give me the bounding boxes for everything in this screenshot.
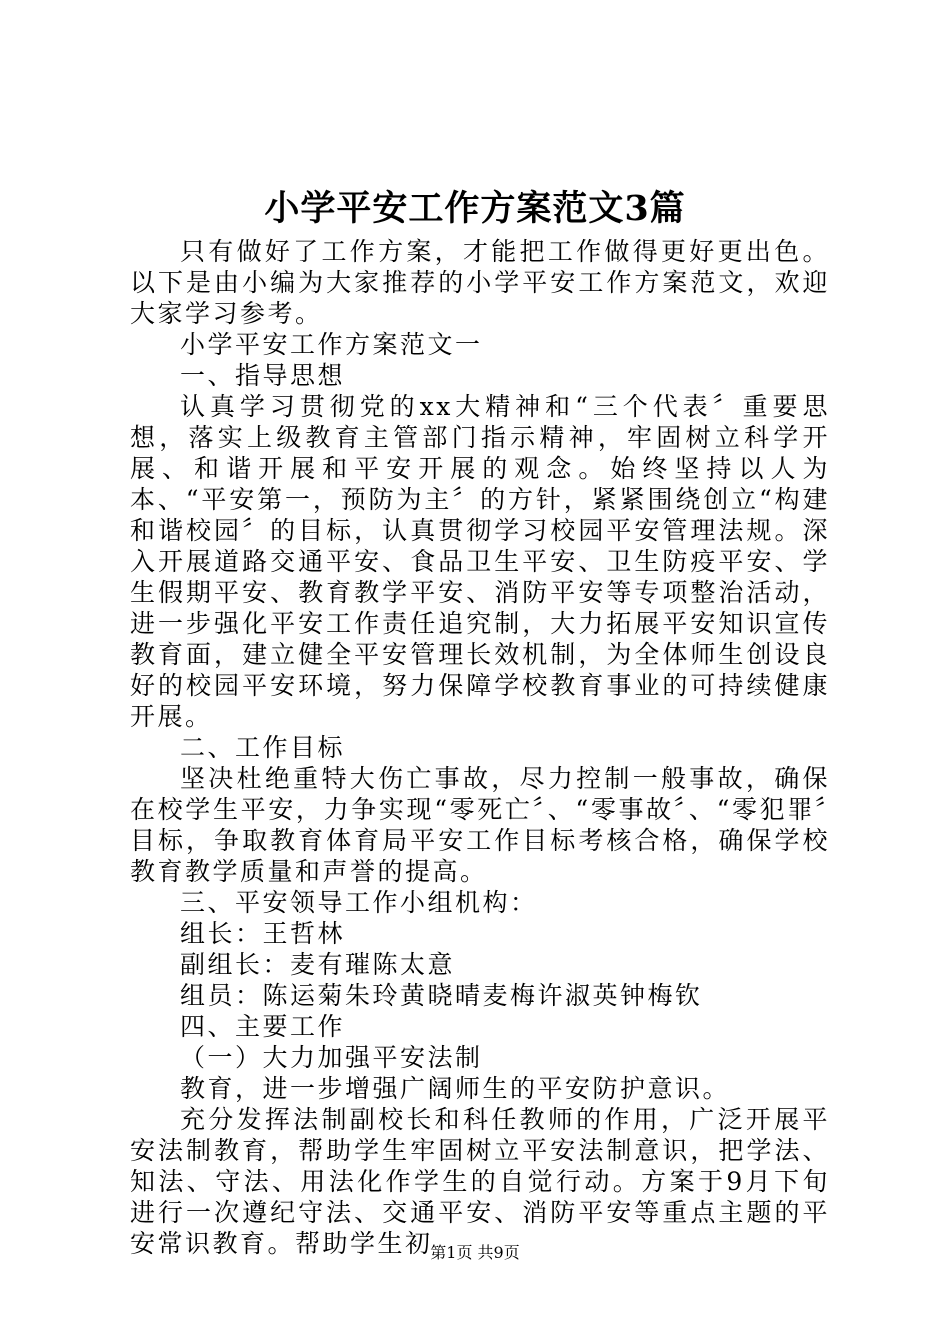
paragraph-legal-education-cont: 教育，进一步增强广阔师生的平安防护意识。 [180,1074,731,1103]
paragraph-subheading-legal-education: （一）大力加强平安法制 [180,1043,483,1072]
paragraph-intro: 只有做好了工作方案，才能把工作做得更好更出色。以下是由小编为大家推荐的小学平安工作方案范文，欢迎大家学习参考。 [130,237,830,328]
document-body [130,236,830,1259]
paragraph-heading-guiding-ideology: 一、指导思想 [180,361,346,390]
page-footer: 第1页 共9页 [430,1243,520,1262]
paragraph-group-leader: 组长：王哲林 [180,919,346,948]
paragraph-deputy-leader: 副组长：麦有璀陈太意 [180,950,456,979]
paragraph-heading-leadership-group: 三、平安领导工作小组机构： [180,888,538,917]
paragraph-section-heading: 小学平安工作方案范文一 [180,330,483,359]
paragraph-heading-work-goals: 二、工作目标 [180,733,346,762]
paragraph-guiding-ideology: 认真学习贯彻党的xx大精神和“三个代表〞重要思想，落实上级教育主管部门指示精神，牢固树立科学开展、和谐开展和平安开展的观念。始终坚持以人为本、“平安第一，预防为主〞的方针，紧紧围绕创立“构建和谐校园〞的目标，认真贯彻学习校园平安管理法规。深入开展道路交通平安、食品卫生平安、卫生防疫平安、学生假期平安、教育教学平安、消防平安等专项整治活动，进一步强化平安工作责任追究制，大力拓展平安知识宣传教育面，建立健全平安管理长效机制，为全体师生创设良好的校园平安环境，努力保障学校教育事业的可持续健康开展。 [130,392,830,731]
document-title: 小学平安工作方案范文3篇 [264,188,686,229]
paragraph-work-goals: 坚决杜绝重特大伤亡事故，尽力控制一般事故，确保在校学生平安，力争实现“零死亡〞、“零事故〞、“零犯罪〞目标，争取教育体育局平安工作目标考核合格，确保学校教育教学质量和声誉的提高。 [130,764,830,886]
paragraph-group-members: 组员：陈运菊朱玲黄晓晴麦梅许淑英钟梅钦 [180,981,703,1010]
paragraph-legal-education-detail: 充分发挥法制副校长和科任教师的作用，广泛开展平安法制教育，帮助学生牢固树立平安法制意识，把学法、知法、守法、用法化作学生的自觉行动。方案于9月下旬进行一次遵纪守法、交通平安、消防平安等重点主题的平安常识教育。帮助学生初 [130,1105,830,1258]
paragraph-heading-main-work: 四、主要工作 [180,1012,346,1041]
